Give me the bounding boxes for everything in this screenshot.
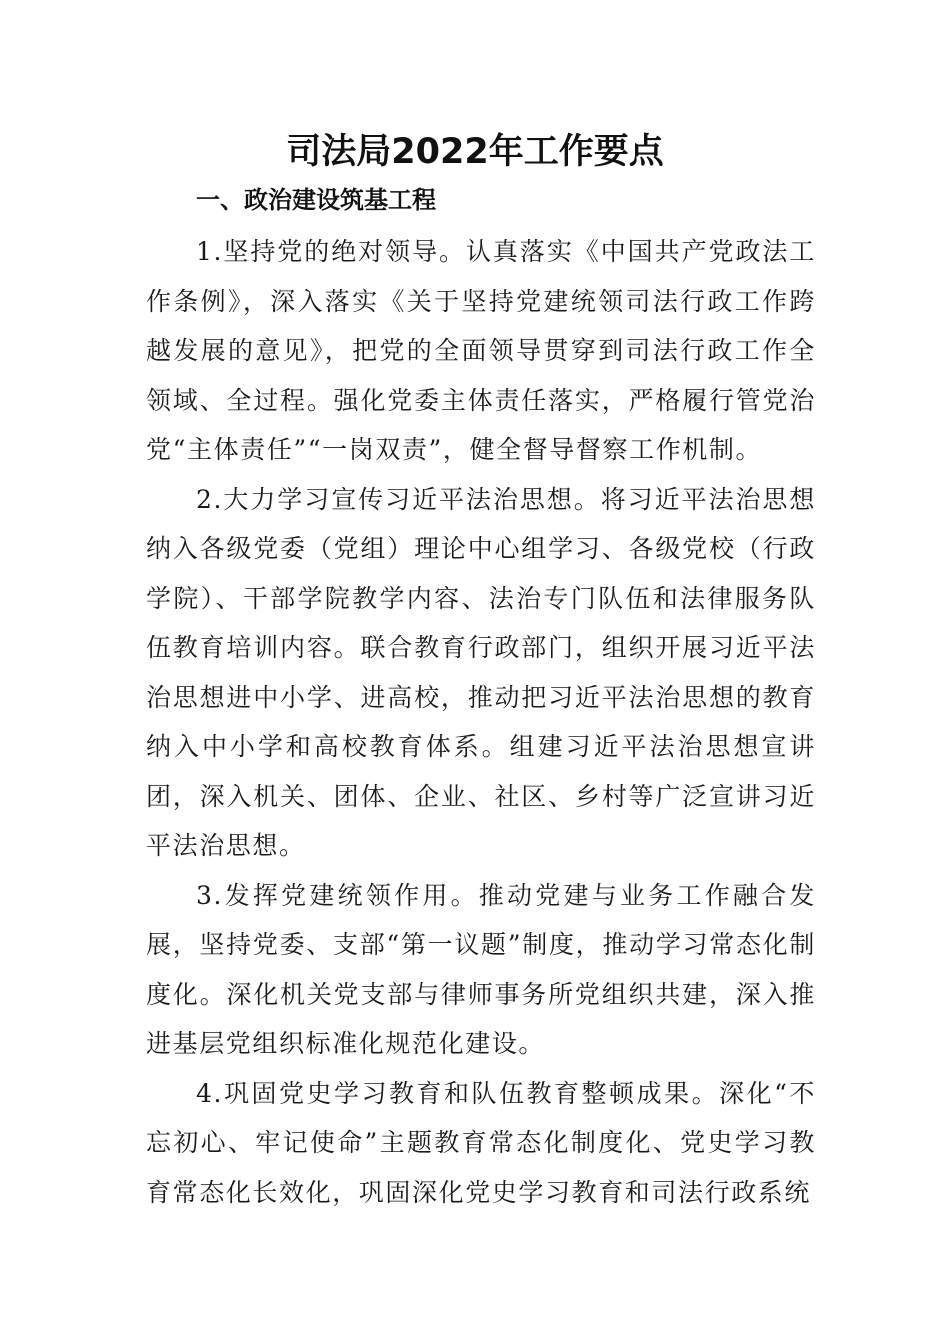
section-heading: 一、政治建设筑基工程 bbox=[196, 186, 436, 214]
paragraph-3: 3.发挥党建统领作用。推动党建与业务工作融合发展，坚持党委、支部“第一议题”制度，推动学习常态化制度化。深化机关党支部与律师事务所党组织共建，深入推进基层党组织标准化规范化建设。 bbox=[146, 880, 816, 1058]
document-body bbox=[146, 227, 816, 1217]
paragraph-2: 2.大力学习宣传习近平法治思想。将习近平法治思想纳入各级党委（党组）理论中心组学习、各级党校（行政学院）、干部学院教学内容、法治专门队伍和法律服务队伍教育培训内容。联合教育行政部门，组织开展习近平法治思想进中小学、进高校，推动把习近平法治思想的教育纳入中小学和高校教育体系。组建习近平法治思想宣讲团，深入机关、团体、企业、社区、乡村等广泛宣讲习近平法治思想。 bbox=[146, 484, 816, 860]
paragraph-4: 4.巩固党史学习教育和队伍教育整顿成果。深化“不忘初心、牢记使命”主题教育常态化制度化、党史学习教育常态化长效化，巩固深化党史学习教育和司法行政系统 bbox=[146, 1078, 816, 1207]
paragraph-1: 1.坚持党的绝对领导。认真落实《中国共产党政法工作条例》，深入落实《关于坚持党建统领司法行政工作跨越发展的意见》，把党的全面领导贯穿到司法行政工作全领域、全过程。强化党委主体责任落实，严格履行管党治党“主体责任”“一岗双责”，健全督导督察工作机制。 bbox=[146, 237, 816, 464]
document-title: 司法局2022年工作要点 bbox=[286, 132, 664, 172]
